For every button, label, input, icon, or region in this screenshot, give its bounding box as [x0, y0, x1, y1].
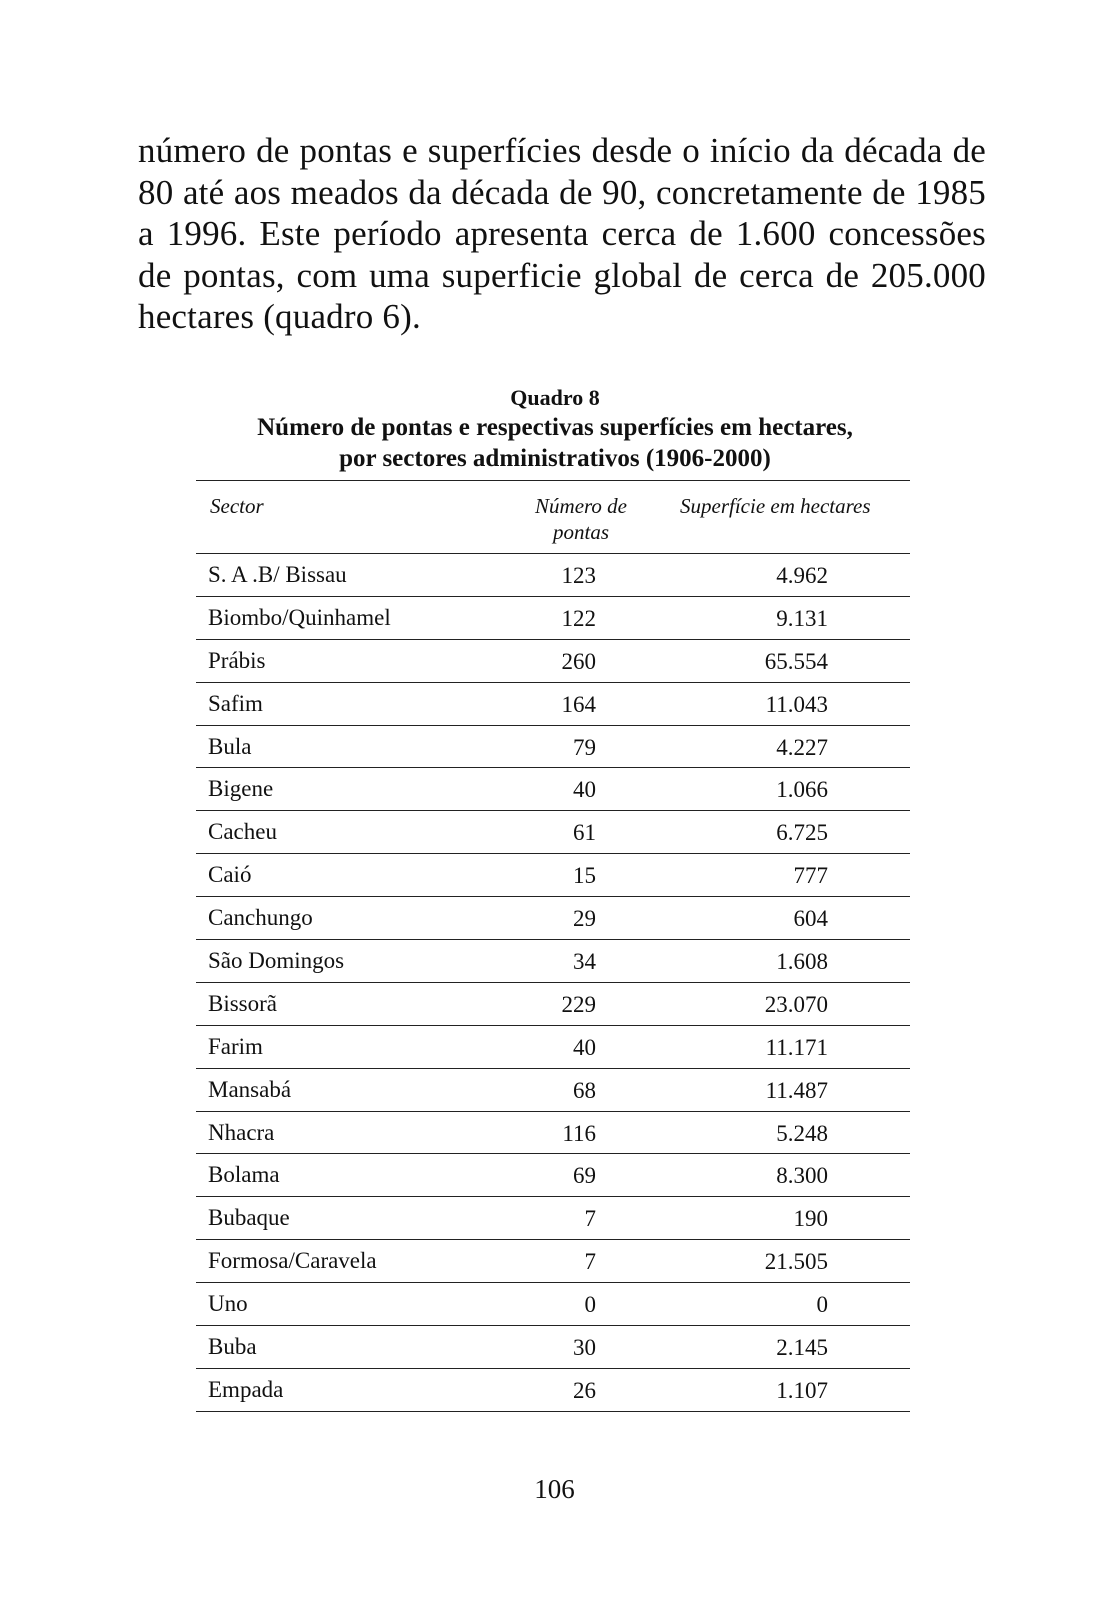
sector-cell: Biombo/Quinhamel [208, 604, 391, 630]
sector-cell: Prábis [208, 647, 266, 673]
table-row [196, 683, 910, 726]
table-body [196, 554, 910, 1412]
table-row [196, 1154, 910, 1197]
table-row [196, 1326, 910, 1369]
superficie-cell: 0 [816, 1292, 828, 1318]
numero-cell: 61 [573, 820, 596, 846]
page-number: 106 [534, 1474, 575, 1504]
table-row [196, 1026, 910, 1069]
sector-cell: Bula [208, 733, 252, 759]
table-title-line-2: por sectores administrativos (1906-2000) [339, 445, 771, 472]
numero-cell: 123 [561, 563, 596, 588]
superficie-cell: 8.300 [776, 1163, 828, 1189]
numero-cell: 122 [561, 605, 596, 631]
numero-cell: 29 [573, 906, 596, 932]
numero-cell: 116 [562, 1120, 596, 1146]
numero-cell: 7 [584, 1206, 596, 1232]
superficie-cell: 6.725 [776, 820, 828, 846]
numero-cell: 15 [573, 863, 596, 889]
numero-cell: 0 [584, 1292, 596, 1318]
table-row [196, 1283, 910, 1326]
table-caption [190, 384, 920, 474]
sector-cell: Bigene [208, 776, 274, 802]
header-sector: Sector [210, 494, 264, 518]
sector-cell: Nhacra [208, 1119, 275, 1145]
sector-cell: Empada [208, 1376, 284, 1402]
superficie-cell: 190 [793, 1206, 828, 1232]
table-title-line-1: Número de pontas e respectivas superfícies em hectares, [257, 414, 853, 441]
table-row [196, 897, 910, 940]
superficie-cell: 65.554 [764, 648, 828, 674]
superficie-cell: 604 [793, 906, 828, 932]
sector-cell: Safim [208, 690, 263, 716]
numero-cell: 40 [573, 777, 596, 803]
sector-cell: S. A .B/ Bissau [208, 562, 347, 587]
table-row [196, 554, 910, 597]
sector-table [196, 480, 910, 1412]
table-row [196, 983, 910, 1026]
header-numero-line-2: pontas [552, 520, 609, 544]
numero-cell: 34 [573, 949, 596, 975]
superficie-cell: 4.227 [776, 734, 828, 760]
sector-cell: Bissorã [208, 990, 277, 1016]
table-label: Quadro 8 [510, 385, 600, 410]
intro-paragraph: número de pontas e superfícies desde o início da década de 80 até aos meados da década de 90, concretamente de 1985 a 1996. Este período apresenta cerca de 1.600 concessões de pontas, com uma superficie global de cerca de 205.000 hectares (quadro 6). [138, 131, 986, 336]
header-numero-line-1: Número de [535, 494, 627, 518]
table-row [196, 940, 910, 983]
sector-cell: Uno [208, 1291, 248, 1317]
table-row [196, 1240, 910, 1283]
sector-cell: São Domingos [208, 948, 345, 974]
sector-cell: Formosa/Caravela [208, 1248, 377, 1274]
superficie-cell: 21.505 [764, 1249, 828, 1275]
superficie-cell: 11.171 [765, 1034, 828, 1060]
sector-cell: Caió [208, 862, 252, 888]
table-row [196, 640, 910, 683]
sector-cell: Cacheu [208, 819, 277, 845]
numero-cell: 229 [561, 991, 596, 1017]
numero-cell: 40 [573, 1034, 596, 1060]
numero-cell: 69 [573, 1163, 596, 1189]
table-row [196, 726, 910, 769]
sector-cell: Mansabá [208, 1076, 292, 1102]
table-row [196, 1069, 910, 1112]
header-numero-pontas [506, 493, 656, 545]
header-superficie: Superfície em hectares [680, 494, 871, 518]
numero-cell: 68 [573, 1077, 596, 1103]
sector-cell: Canchungo [208, 905, 313, 931]
table-row [196, 1369, 910, 1412]
superficie-cell: 1.066 [776, 777, 828, 803]
numero-cell: 30 [573, 1335, 596, 1361]
superficie-cell: 2.145 [776, 1335, 828, 1361]
numero-cell: 7 [584, 1249, 596, 1275]
table-row [196, 597, 910, 640]
sector-cell: Farim [208, 1033, 263, 1059]
superficie-cell: 777 [793, 863, 828, 889]
table-row [196, 768, 910, 811]
superficie-cell: 1.107 [776, 1377, 828, 1403]
numero-cell: 164 [561, 691, 596, 717]
superficie-cell: 11.043 [765, 691, 828, 717]
table-row [196, 1112, 910, 1155]
sector-cell: Bolama [208, 1162, 280, 1188]
table-row [196, 1197, 910, 1240]
superficie-cell: 1.608 [776, 949, 828, 975]
table-row [196, 811, 910, 854]
superficie-cell: 11.487 [765, 1077, 828, 1103]
numero-cell: 260 [561, 648, 596, 674]
superficie-cell: 23.070 [764, 991, 828, 1017]
table-row [196, 854, 910, 897]
sector-cell: Bubaque [208, 1205, 290, 1231]
table-header [196, 481, 910, 554]
superficie-cell: 5.248 [776, 1120, 828, 1146]
superficie-cell: 4.962 [776, 563, 828, 588]
superficie-cell: 9.131 [776, 605, 828, 631]
numero-cell: 26 [573, 1377, 596, 1403]
sector-cell: Buba [208, 1334, 257, 1360]
numero-cell: 79 [573, 734, 596, 760]
